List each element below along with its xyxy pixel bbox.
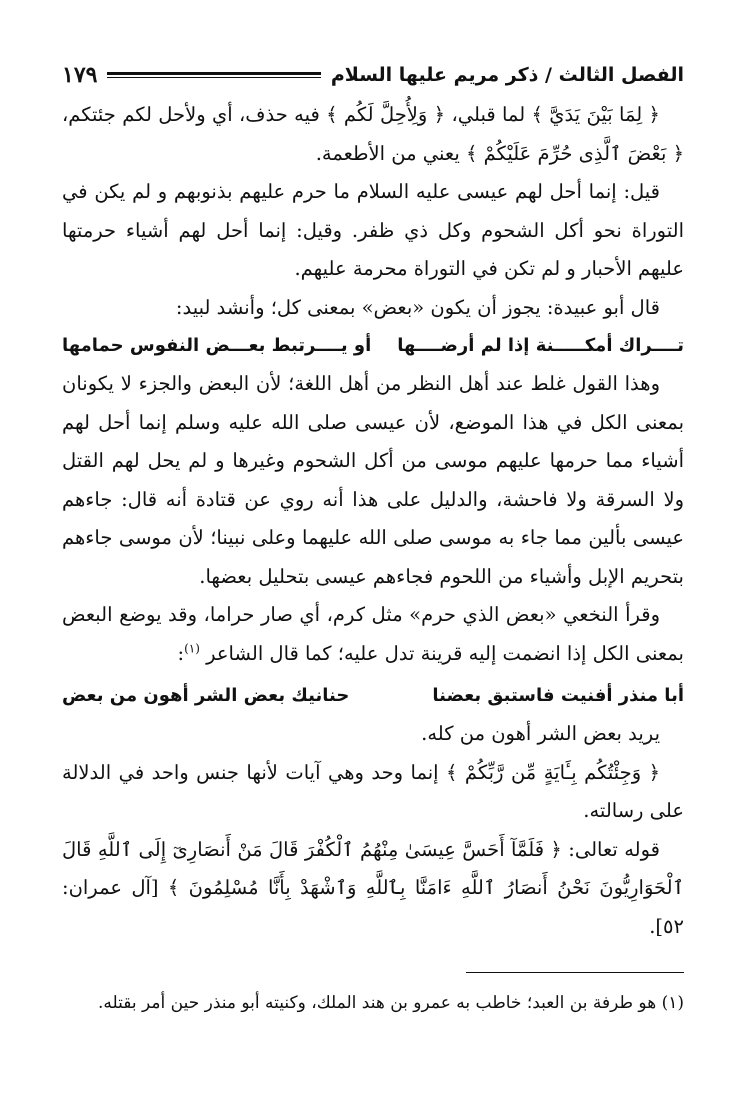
paragraph-quran-lima-bayna-yadayya: ﴿ لِمَا بَيْنَ يَدَيَّ ﴾ لما قبلي، ﴿ وَلِأُحِلَّ لَكُم ﴾ فيه حذف، أي ولأحل لكم جئتكم، ﴿ بَعْضَ ٱلَّذِى حُرِّمَ عَلَيْكُمْ ﴾ يعني من الأطعمة.	[62, 103, 684, 165]
header-rule	[107, 72, 320, 78]
poem-verse-labid	[62, 327, 684, 365]
paragraph-refutation: وهذا القول غلط عند أهل النظر من أهل اللغة؛ لأن البعض والجزء لا يكونان بمعنى الكل في هذا الموضع، لأن عيسى صلى الله عليه وسلم إنما أحل لهم أشياء مما حرمها عليهم موسى من أكل الشحوم وغيرها و لم يحل لهم القتل ولا السرقة ولا فاحشة، والدليل على هذا أنه روي عن قتادة أنه قال: جاءهم عيسى بألين مما جاء به موسى صلى الله عليهما وعلى نبينا؛ لأن موسى جاءهم بتحريم الإبل وأشياء من اللحوم فجاءهم عيسى بتحليل بعضها.	[62, 372, 684, 588]
paragraph-abu-ubayda: قال أبو عبيدة: يجوز أن يكون «بعض» بمعنى كل؛ وأنشد لبيد:	[175, 295, 660, 319]
poem-verse-tarafa	[62, 677, 684, 715]
paragraph-yurid: يريد بعض الشر أهون من كله.	[421, 722, 660, 745]
paragraph-qawluhu-taala: قوله تعالى: ﴿ فَلَمَّآ أَحَسَّ عِيسَىٰ مِنْهُمُ ٱلْكُفْرَ قَالَ مَنْ أَنصَارِىٓ إِلَى ٱللَّهِ قَالَ ٱلْحَوَارِيُّونَ نَحْنُ أَنصَارُ ٱللَّهِ ءَامَنَّا بِٱللَّهِ وَٱشْهَدْ بِأَنَّا مُسْلِمُونَ ﴾ [آل عمران: ٥٢].	[62, 837, 684, 938]
paragraph-nakhai-colon: :	[177, 641, 185, 665]
verse-first-hemistich: أبا منذر أفنيت فاستبق بعضنا	[432, 685, 684, 706]
body-text	[62, 96, 684, 946]
chapter-title: الفصل الثالث / ذكر مريم عليها السلام	[330, 64, 684, 86]
verse-first-hemistich: تــــراك أمكـــــنة إذا لم أرضــــها	[397, 335, 684, 356]
paragraph-qila: قيل: إنما أحل لهم عيسى عليه السلام ما حرم عليهم بذنوبهم و لم يكن في التوراة نحو أكل الشحوم وكل ذي ظفر. وقيل: إنما أحل لهم أشياء حرمتها عليهم الأحبار و لم تكن في التوراة محرمة عليهم.	[62, 180, 684, 280]
verse-second-hemistich: حنانيك بعض الشر أهون من بعض	[62, 685, 350, 706]
footnote: (١) هو طرفة بن العبد؛ خاطب به عمرو بن هند الملك، وكنيته أبو منذر حين أمر بقتله.	[98, 993, 684, 1013]
footnote-separator	[466, 972, 684, 973]
page-number: ١٧٩	[62, 62, 98, 88]
paragraph-nakhai	[62, 596, 684, 673]
paragraph-nakhai-text: وقرأ النخعي «بعض الذي حرم» مثل كرم، أي صار حراما، وقد يوضع البعض بمعنى الكل إذا انضمت إليه قرينة تدل عليه؛ كما قال الشاعر	[62, 603, 684, 665]
verse-second-hemistich: أو يــــرتبط بعـــض النفوس حمامها	[62, 335, 372, 356]
running-header	[62, 58, 684, 92]
footnote-reference[interactable]: (١)	[184, 641, 200, 655]
paragraph-wa-jitukum: ﴿ وَجِئْتُكُم بِـَٔايَةٍ مِّن رَّبِّكُمْ ﴾ إنما وحد وهي آيات لأنها جنس واحد في الدلالة على رسالته.	[62, 760, 684, 822]
